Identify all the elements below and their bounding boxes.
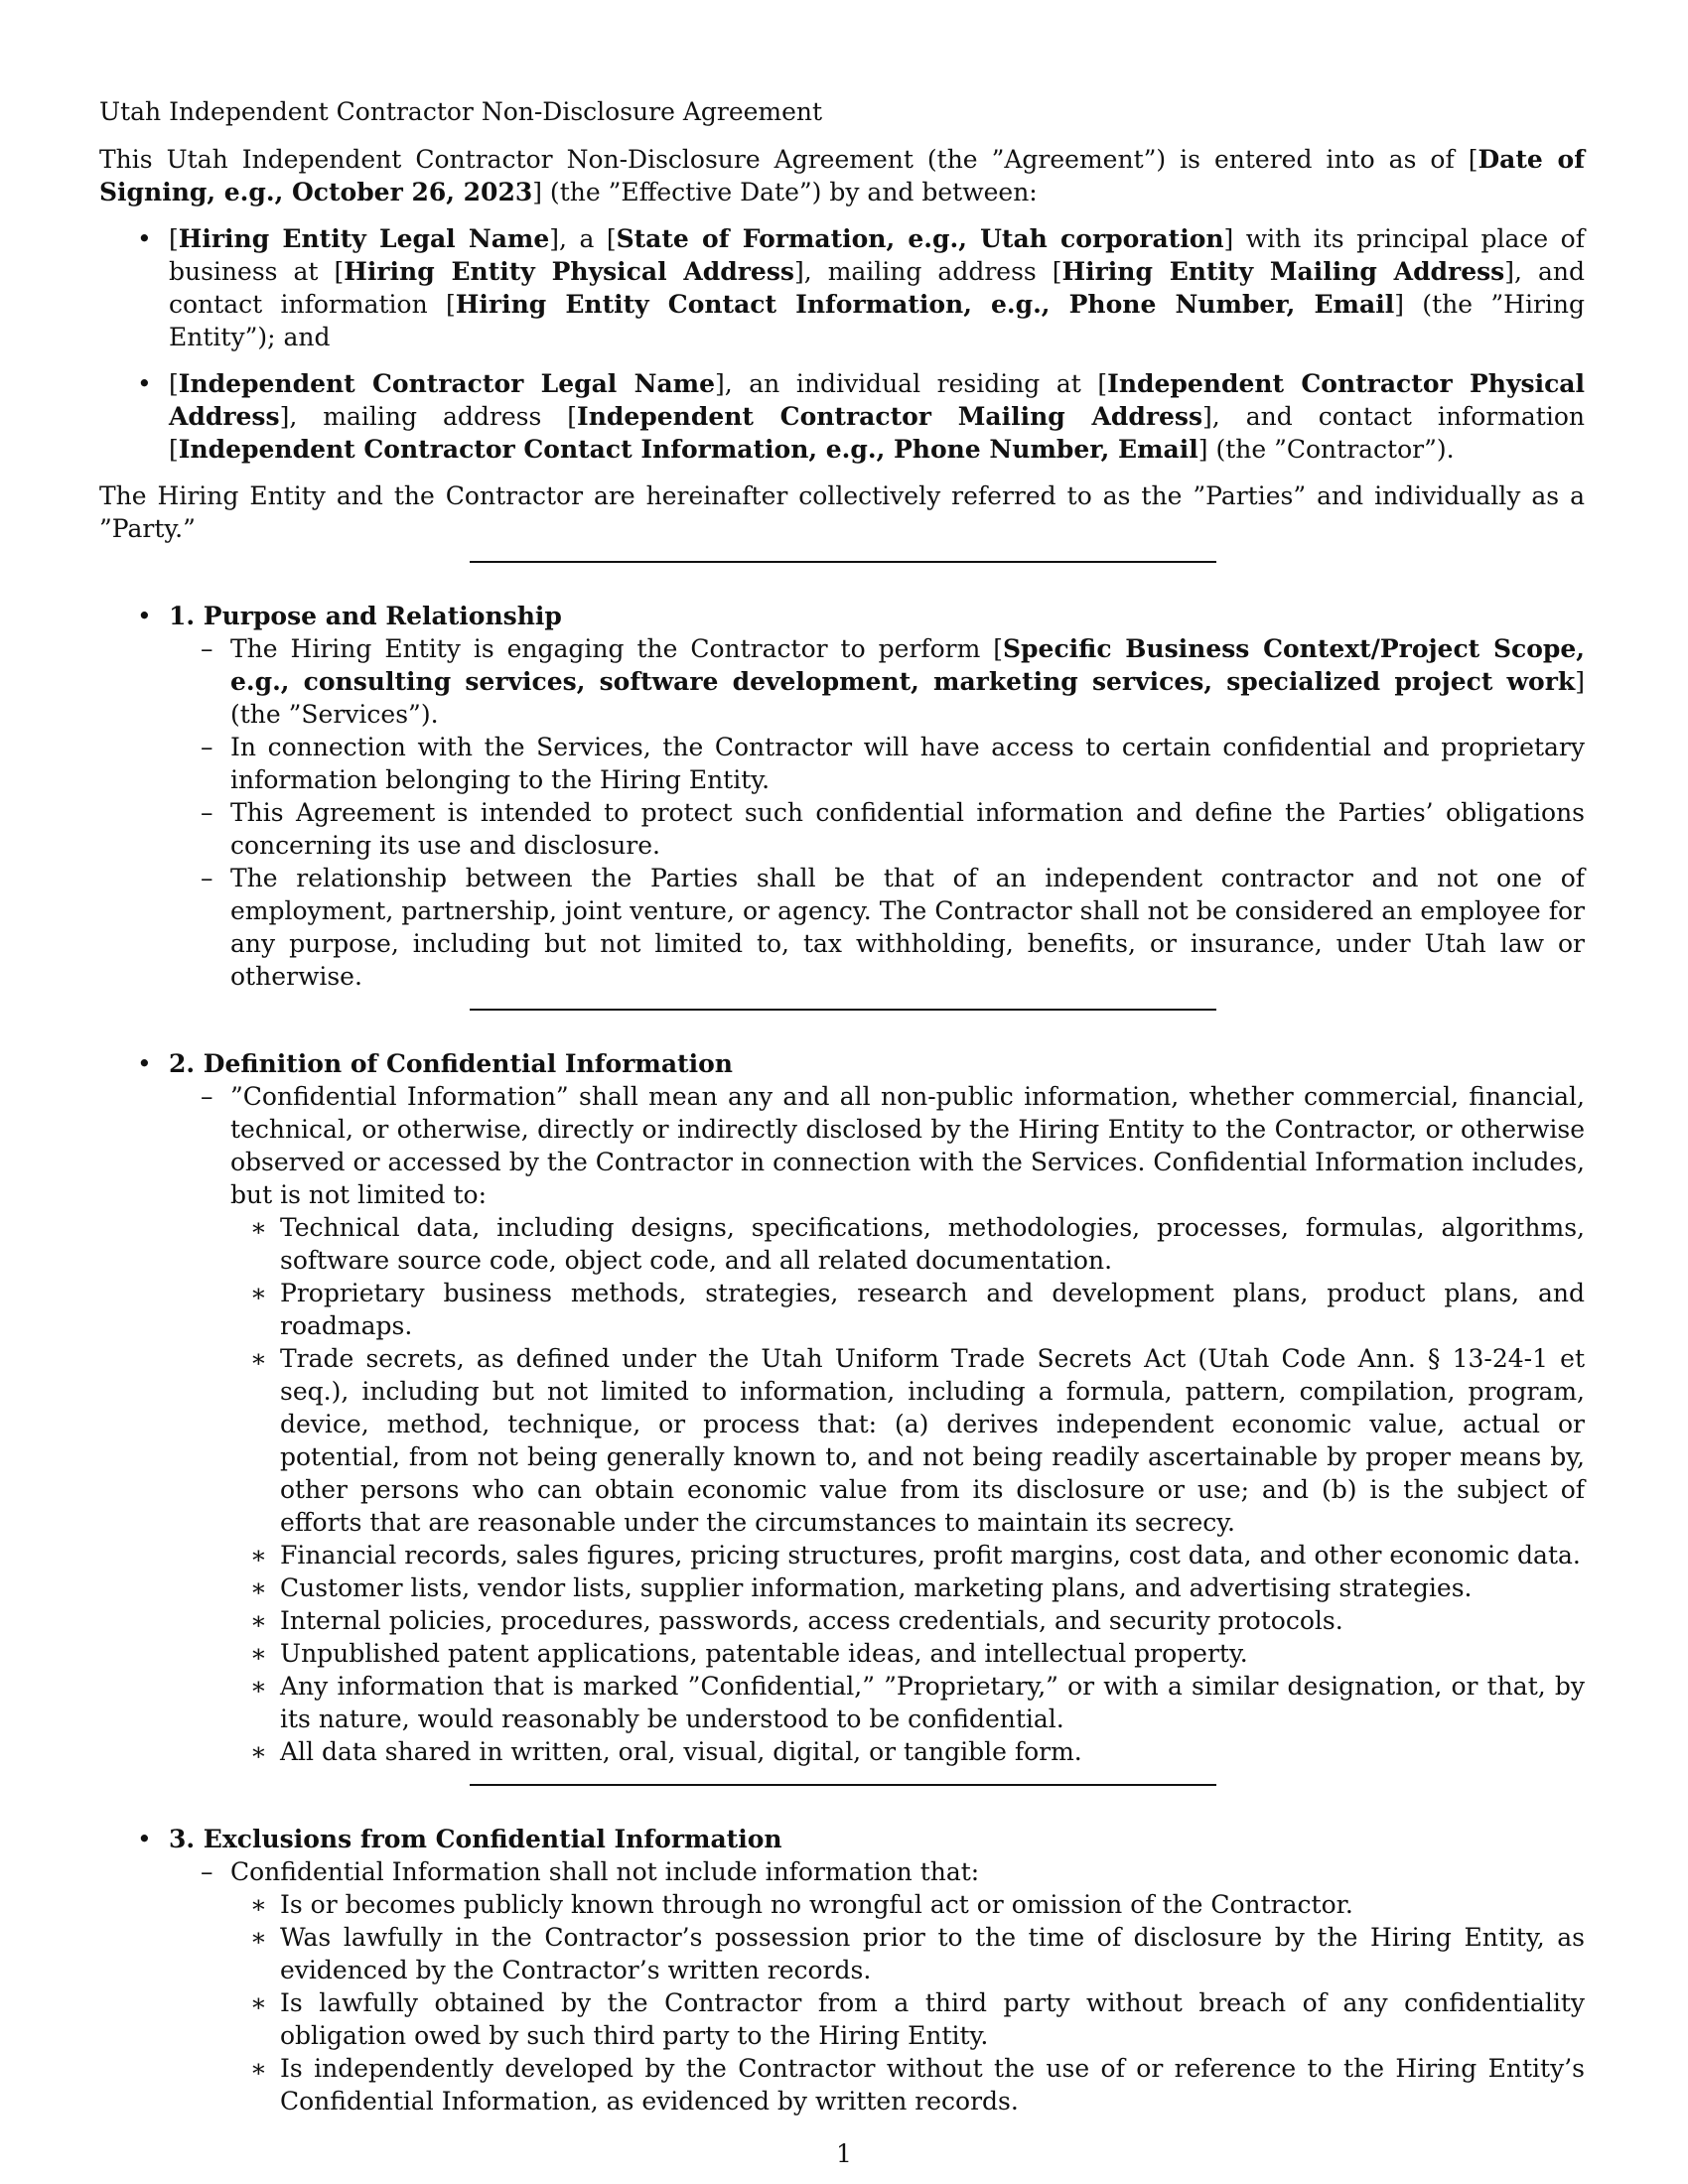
section-exclusions (99, 1823, 1585, 2117)
party-text: [ (169, 224, 179, 253)
placeholder: Hiring Entity Legal Name (178, 224, 550, 253)
list-item: – The relationship between the Parties shall be that of an independent contractor and not one of employment, partnership, joint venture, or agency. The Contractor shall not be considered an employee for any purpose, including but not limited to, tax withholding, benefits, or insurance, under Utah law or otherwise. (169, 862, 1585, 993)
sub-list-item: ∗ Trade secrets, as defined under the Utah Uniform Trade Secrets Act (Utah Code Ann. § 13-24-1 et seq.), including but not limited to information, including a formula, pattern, compilation, program, device, method, technique, or process that: (a) derives independent economic value, actual or potential, from not being generally known to, and not being readily ascertainable by proper means by, other persons who can obtain economic value from its disclosure or use; and (b) is the subject of efforts that are reasonable under the circumstances to maintain its secrecy. (230, 1342, 1585, 1539)
party-text: ], a [ (549, 224, 617, 253)
list-item (169, 1080, 1585, 1768)
section-heading: • 2. Definition of Confidential Information (169, 1049, 733, 1078)
parties-list (99, 222, 1585, 466)
party-text: ], mailing address [ (279, 402, 578, 431)
sub-list-item: ∗ Any information that is marked ”Confidential,” ”Proprietary,” or with a similar designation, or that, by its nature, would reasonably be understood to be confidential. (230, 1670, 1585, 1735)
sub-items (230, 1211, 1585, 1768)
section-items (169, 1855, 1585, 2117)
party-text: [ (169, 369, 179, 398)
placeholder: Independent Contractor Contact Information, e.g., Phone Number, Email (178, 435, 1198, 464)
placeholder: Independent Contractor Legal Name (178, 369, 716, 398)
sub-list-item: ∗ Customer lists, vendor lists, supplier information, marketing plans, and advertising strategies. (230, 1571, 1585, 1604)
section-heading: • 3. Exclusions from Confidential Information (169, 1825, 782, 1853)
section-purpose (99, 600, 1585, 993)
item-text: The Hiring Entity is engaging the Contractor to perform [ (230, 634, 1003, 663)
effective-date-placeholder: Date of Signing, e.g., October 26, 2023 (99, 145, 1585, 206)
party-contractor (99, 367, 1585, 466)
party-text: ], and contact information [ (169, 257, 1585, 319)
party-text: ] (the ”Hiring Entity”); and (169, 290, 1585, 351)
placeholder: Hiring Entity Mailing Address (1061, 257, 1505, 286)
section-definition (99, 1047, 1585, 1768)
list-item (169, 632, 1585, 731)
item-text: Confidential Information shall not include information that: (230, 1857, 980, 1886)
sub-list-item: ∗ Is lawfully obtained by the Contractor from a third party without breach of any confidentiality obligation owed by such third party to the Hiring Entity. (230, 1986, 1585, 2052)
section-items (169, 1080, 1585, 1768)
sub-list-item: ∗ Technical data, including designs, specifications, methodologies, processes, formulas, algorithms, software source code, object code, and all related documentation. (230, 1211, 1585, 1277)
intro-text: This Utah Independent Contractor Non-Disclosure Agreement (the ”Agreement”) is entered into as of [ (99, 145, 1478, 174)
sub-list-item: ∗ Unpublished patent applications, patentable ideas, and intellectual property. (230, 1637, 1585, 1670)
intro-text: ] (the ”Effective Date”) by and between: (532, 178, 1038, 206)
list-item (169, 1855, 1585, 2117)
section-heading: • 1. Purpose and Relationship (169, 602, 562, 630)
sub-list-item: ∗ Is independently developed by the Contractor without the use of or reference to the Hiring Entity’s Confidential Information, as evidenced by written records. (230, 2052, 1585, 2117)
sub-items (230, 1888, 1585, 2117)
party-text: ], and contact information [ (169, 402, 1586, 464)
sub-list-item: ∗ Proprietary business methods, strategies, research and development plans, product plans, and roadmaps. (230, 1277, 1585, 1342)
item-text: ”Confidential Information” shall mean any and all non-public information, whether commercial, financial, technical, or otherwise, directly or indirectly disclosed by the Hiring Entity to the Contractor, or otherwise observed or accessed by the Contractor in connection with the Services. Confidential Information includes, but is not limited to: (230, 1082, 1585, 1209)
placeholder: Hiring Entity Contact Information, e.g., Phone Number, Email (455, 290, 1395, 319)
placeholder: Independent Contractor Mailing Address (577, 402, 1203, 431)
sub-list-item: ∗ Internal policies, procedures, passwords, access credentials, and security protocols. (230, 1604, 1585, 1637)
party-text: ], an individual residing at [ (715, 369, 1108, 398)
party-hiring-entity (99, 222, 1585, 353)
placeholder: Hiring Entity Physical Address (344, 257, 794, 286)
section-items (169, 632, 1585, 993)
party-text: ] with its principal place of business at [ (169, 224, 1585, 286)
sub-list-item: ∗ Financial records, sales figures, pricing structures, profit margins, cost data, and other economic data. (230, 1539, 1585, 1571)
placeholder: State of Formation, e.g., Utah corporation (616, 224, 1224, 253)
party-text: ] (the ”Contractor”). (1197, 435, 1455, 464)
document-body (99, 95, 1585, 2117)
party-text: ], mailing address [ (793, 257, 1062, 286)
placeholder: Specific Business Context/Project Scope, e.g., consulting services, software development, marketing services, specialized project work (230, 634, 1585, 696)
document-title: Utah Independent Contractor Non-Disclosure Agreement (99, 97, 823, 126)
sub-list-item: ∗ Was lawfully in the Contractor’s possession prior to the time of disclosure by the Hiring Entity, as evidenced by the Contractor’s written records. (230, 1921, 1585, 1986)
page-number: 1 (836, 2139, 852, 2168)
sub-list-item: ∗ All data shared in written, oral, visual, digital, or tangible form. (230, 1735, 1585, 1768)
list-item: – In connection with the Services, the Contractor will have access to certain confidential and proprietary information belonging to the Hiring Entity. (169, 731, 1585, 796)
list-item: – This Agreement is intended to protect such confidential information and define the Parties’ obligations concerning its use and disclosure. (169, 796, 1585, 862)
intro-paragraph (99, 143, 1585, 208)
parties-summary: The Hiring Entity and the Contractor are hereinafter collectively referred to as the ”Parties” and individually as a ”Party.” (99, 481, 1585, 543)
item-text: ] (the ”Services”). (230, 667, 1585, 729)
placeholder: Independent Contractor Physical Address (169, 369, 1585, 431)
sub-list-item: ∗ Is or becomes publicly known through no wrongful act or omission of the Contractor. (230, 1888, 1585, 1921)
